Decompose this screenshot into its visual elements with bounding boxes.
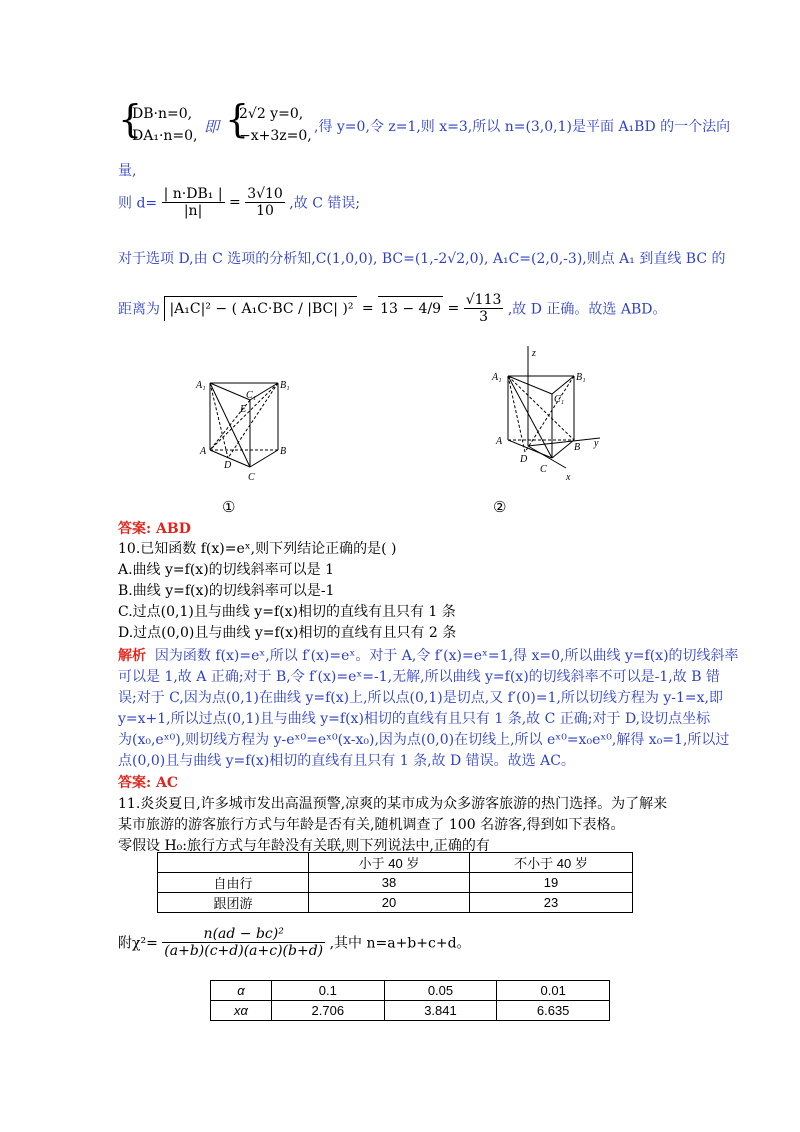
label-x: x [566, 472, 571, 483]
radical-2 [378, 296, 443, 321]
analysis-line-1: 因为函数 f(x)=eˣ,所以 f′(x)=eˣ。对于 A,令 f′(x)=eˣ=1,得 x=0,所以曲线 y=f(x)的切线斜率 [154, 648, 739, 664]
alpha-cell: 0.05 [384, 981, 497, 1001]
figure-2-caption: ② [493, 498, 507, 516]
left-brace: { [225, 97, 250, 141]
d-equals: = [229, 194, 241, 211]
label-b1: B₁ [280, 380, 290, 391]
eq-da1-n: DA₁·n=0, [132, 128, 198, 144]
figure-1-caption: ① [222, 498, 236, 516]
answer-10: 答案: AC [118, 775, 179, 791]
q10-stem: 10.已知函数 f(x)=eˣ,则下列结论正确的是( ) [118, 541, 397, 557]
normal-vector-text: ,得 y=0,令 z=1,则 x=3,所以 n=(3,0,1)是平面 A₁BD 的一个法向 [314, 119, 731, 135]
label-a: A [200, 446, 207, 457]
d-fraction [162, 186, 225, 219]
analysis-10 [118, 646, 739, 772]
eq-2root2y: 2√2 y=0, [239, 106, 304, 122]
d-prefix: 则 d= [118, 195, 158, 212]
header-cell [158, 853, 309, 873]
option-d-line1: 对于选项 D,由 C 选项的分析知,C(1,0,0), BC=(1,-2√2,0), A₁C=(2,0,-3),则点 A₁ 到直线 BC 的 [118, 251, 726, 267]
x-cell: 6.635 [497, 1001, 610, 1021]
row-label: 跟团游 [158, 893, 309, 913]
question-10 [118, 540, 456, 645]
result-fraction [464, 292, 504, 325]
chi-square-formula [118, 926, 471, 959]
label-d: D [224, 460, 232, 471]
q10-option-b: B.曲线 y=f(x)的切线斜率可以是-1 [118, 583, 335, 599]
d-value-num: 3√10 [247, 186, 283, 202]
question-11 [118, 794, 667, 857]
result-num: √113 [465, 292, 502, 308]
chi-numerator: n(ad − bc)² [162, 926, 325, 943]
q10-option-d: D.过点(0,0)且与曲线 y=f(x)相切的直线有且只有 2 条 [118, 625, 457, 641]
label-b: B [280, 446, 287, 457]
header-cell: 小于 40 岁 [309, 853, 470, 873]
row-label: 自由行 [158, 873, 309, 893]
label-c: C [540, 464, 547, 475]
eq2: = [447, 300, 460, 317]
analysis-label: 解析 [118, 648, 146, 664]
label-c1: C₁ [246, 390, 257, 401]
chi-denominator: (a+b)(c+d)(a+c)(b+d) [164, 943, 324, 959]
q11-line-3: 零假设 H₀:旅行方式与年龄没有关联,则下列说法中,正确的有 [118, 838, 490, 854]
radicand: |A₁C|² − ( A₁C·BC / |BC| )² [169, 301, 354, 317]
q11-line-1: 11.炎炎夏日,许多城市发出高温预警,凉爽的某市成为众多游客旅游的热门选择。为了解来 [118, 796, 668, 812]
d-denominator: |n| [183, 203, 203, 219]
eq-x3z: −x+3z=0, [239, 128, 312, 144]
d-value [245, 186, 285, 219]
header-cell: 不小于 40 岁 [470, 853, 633, 873]
label-a1: A₁ [196, 380, 206, 391]
label-d: D [520, 454, 528, 465]
label-c: C [248, 472, 255, 483]
label-y: y [594, 438, 599, 449]
prism-figure-1 [190, 370, 300, 490]
label-z: z [532, 348, 536, 359]
normal-vector-text-2: 量, [118, 163, 137, 179]
label-a1: A₁ [492, 372, 502, 383]
q11-line-2: 某市旅游的游客旅行方式与年龄是否有关,随机调查了 100 名游客,得到如下表格。 [118, 817, 625, 833]
x-cell: 2.706 [272, 1001, 385, 1021]
table-cell: 38 [309, 873, 470, 893]
label-e: E [240, 404, 247, 415]
table-row [158, 873, 633, 893]
x-cell: 3.841 [384, 1001, 497, 1021]
analysis-line-5: 为(x₀,eˣ⁰),则切线方程为 y-eˣ⁰=eˣ⁰(x-x₀),因为点(0,0)在切线上,所以 eˣ⁰=x₀eˣ⁰,解得 x₀=1,所以过 [118, 732, 730, 748]
alpha-cell: 0.1 [272, 981, 385, 1001]
analysis-line-4: y=x+1,所以过点(0,1)且与曲线 y=f(x)相切的直线有且只有 1 条,故 C 正确;对于 D,设切点坐标 [118, 711, 711, 727]
chi-fraction [162, 926, 325, 959]
table-cell: 23 [470, 893, 633, 913]
eq1: = [361, 300, 374, 317]
ji-text: 即 [204, 118, 220, 136]
x-alpha-label: xα [211, 1001, 272, 1021]
table-row [211, 1001, 610, 1021]
prism-figure-2 [488, 346, 608, 486]
chi-prefix: 附χ²= [118, 935, 158, 952]
answer-9: 答案: ABD [118, 521, 191, 537]
result-den: 3 [479, 309, 489, 325]
dist-prefix: 距离为 [118, 301, 160, 318]
label-b: B [574, 442, 581, 453]
table-row [211, 981, 610, 1001]
analysis-line-6: 点(0,0)且与曲线 y=f(x)相切的直线有且只有 1 条,故 D 错误。故选 AC。 [118, 753, 575, 769]
analysis-line-3: 误;对于 C,因为点(0,1)在曲线 y=f(x)上,所以点(0,1)是切点,又 f′(0)=1,所以切线方程为 y-1=x,即 [118, 690, 723, 706]
d-numerator: | n·DB₁ | [163, 186, 223, 202]
label-c1: C₁ [554, 394, 565, 405]
q10-option-a: A.曲线 y=f(x)的切线斜率可以是 1 [118, 562, 335, 578]
d-suffix: ,故 C 错误; [289, 195, 361, 212]
table-cell: 19 [470, 873, 633, 893]
q10-option-c: C.过点(0,1)且与曲线 y=f(x)相切的直线有且只有 1 条 [118, 604, 456, 620]
dist-suffix: ,故 D 正确。故选 ABD。 [507, 301, 667, 318]
analysis-line-2: 可以是 1,故 A 正确;对于 B,令 f′(x)=eˣ=-1,无解,所以曲线 y=f(x)的切线斜率不可以是-1,故 B 错 [118, 669, 720, 685]
distance-formula [118, 186, 360, 219]
label-a: A [496, 436, 503, 447]
contingency-table [157, 852, 633, 913]
table-row [158, 893, 633, 913]
chi-suffix: ,其中 n=a+b+c+d。 [329, 935, 471, 952]
eq-db-n: DB·n=0, [132, 106, 193, 122]
radical [164, 296, 357, 321]
distance-bc [118, 292, 667, 325]
label-b1: B₁ [576, 372, 586, 383]
alpha-label: α [211, 981, 272, 1001]
left-brace: { [118, 97, 143, 141]
critical-value-table [210, 980, 610, 1021]
alpha-cell: 0.01 [497, 981, 610, 1001]
table-cell: 20 [309, 893, 470, 913]
d-value-den: 10 [256, 203, 274, 219]
table-header-row [158, 853, 633, 873]
radicand-2: 13 − 4/9 [380, 301, 442, 317]
